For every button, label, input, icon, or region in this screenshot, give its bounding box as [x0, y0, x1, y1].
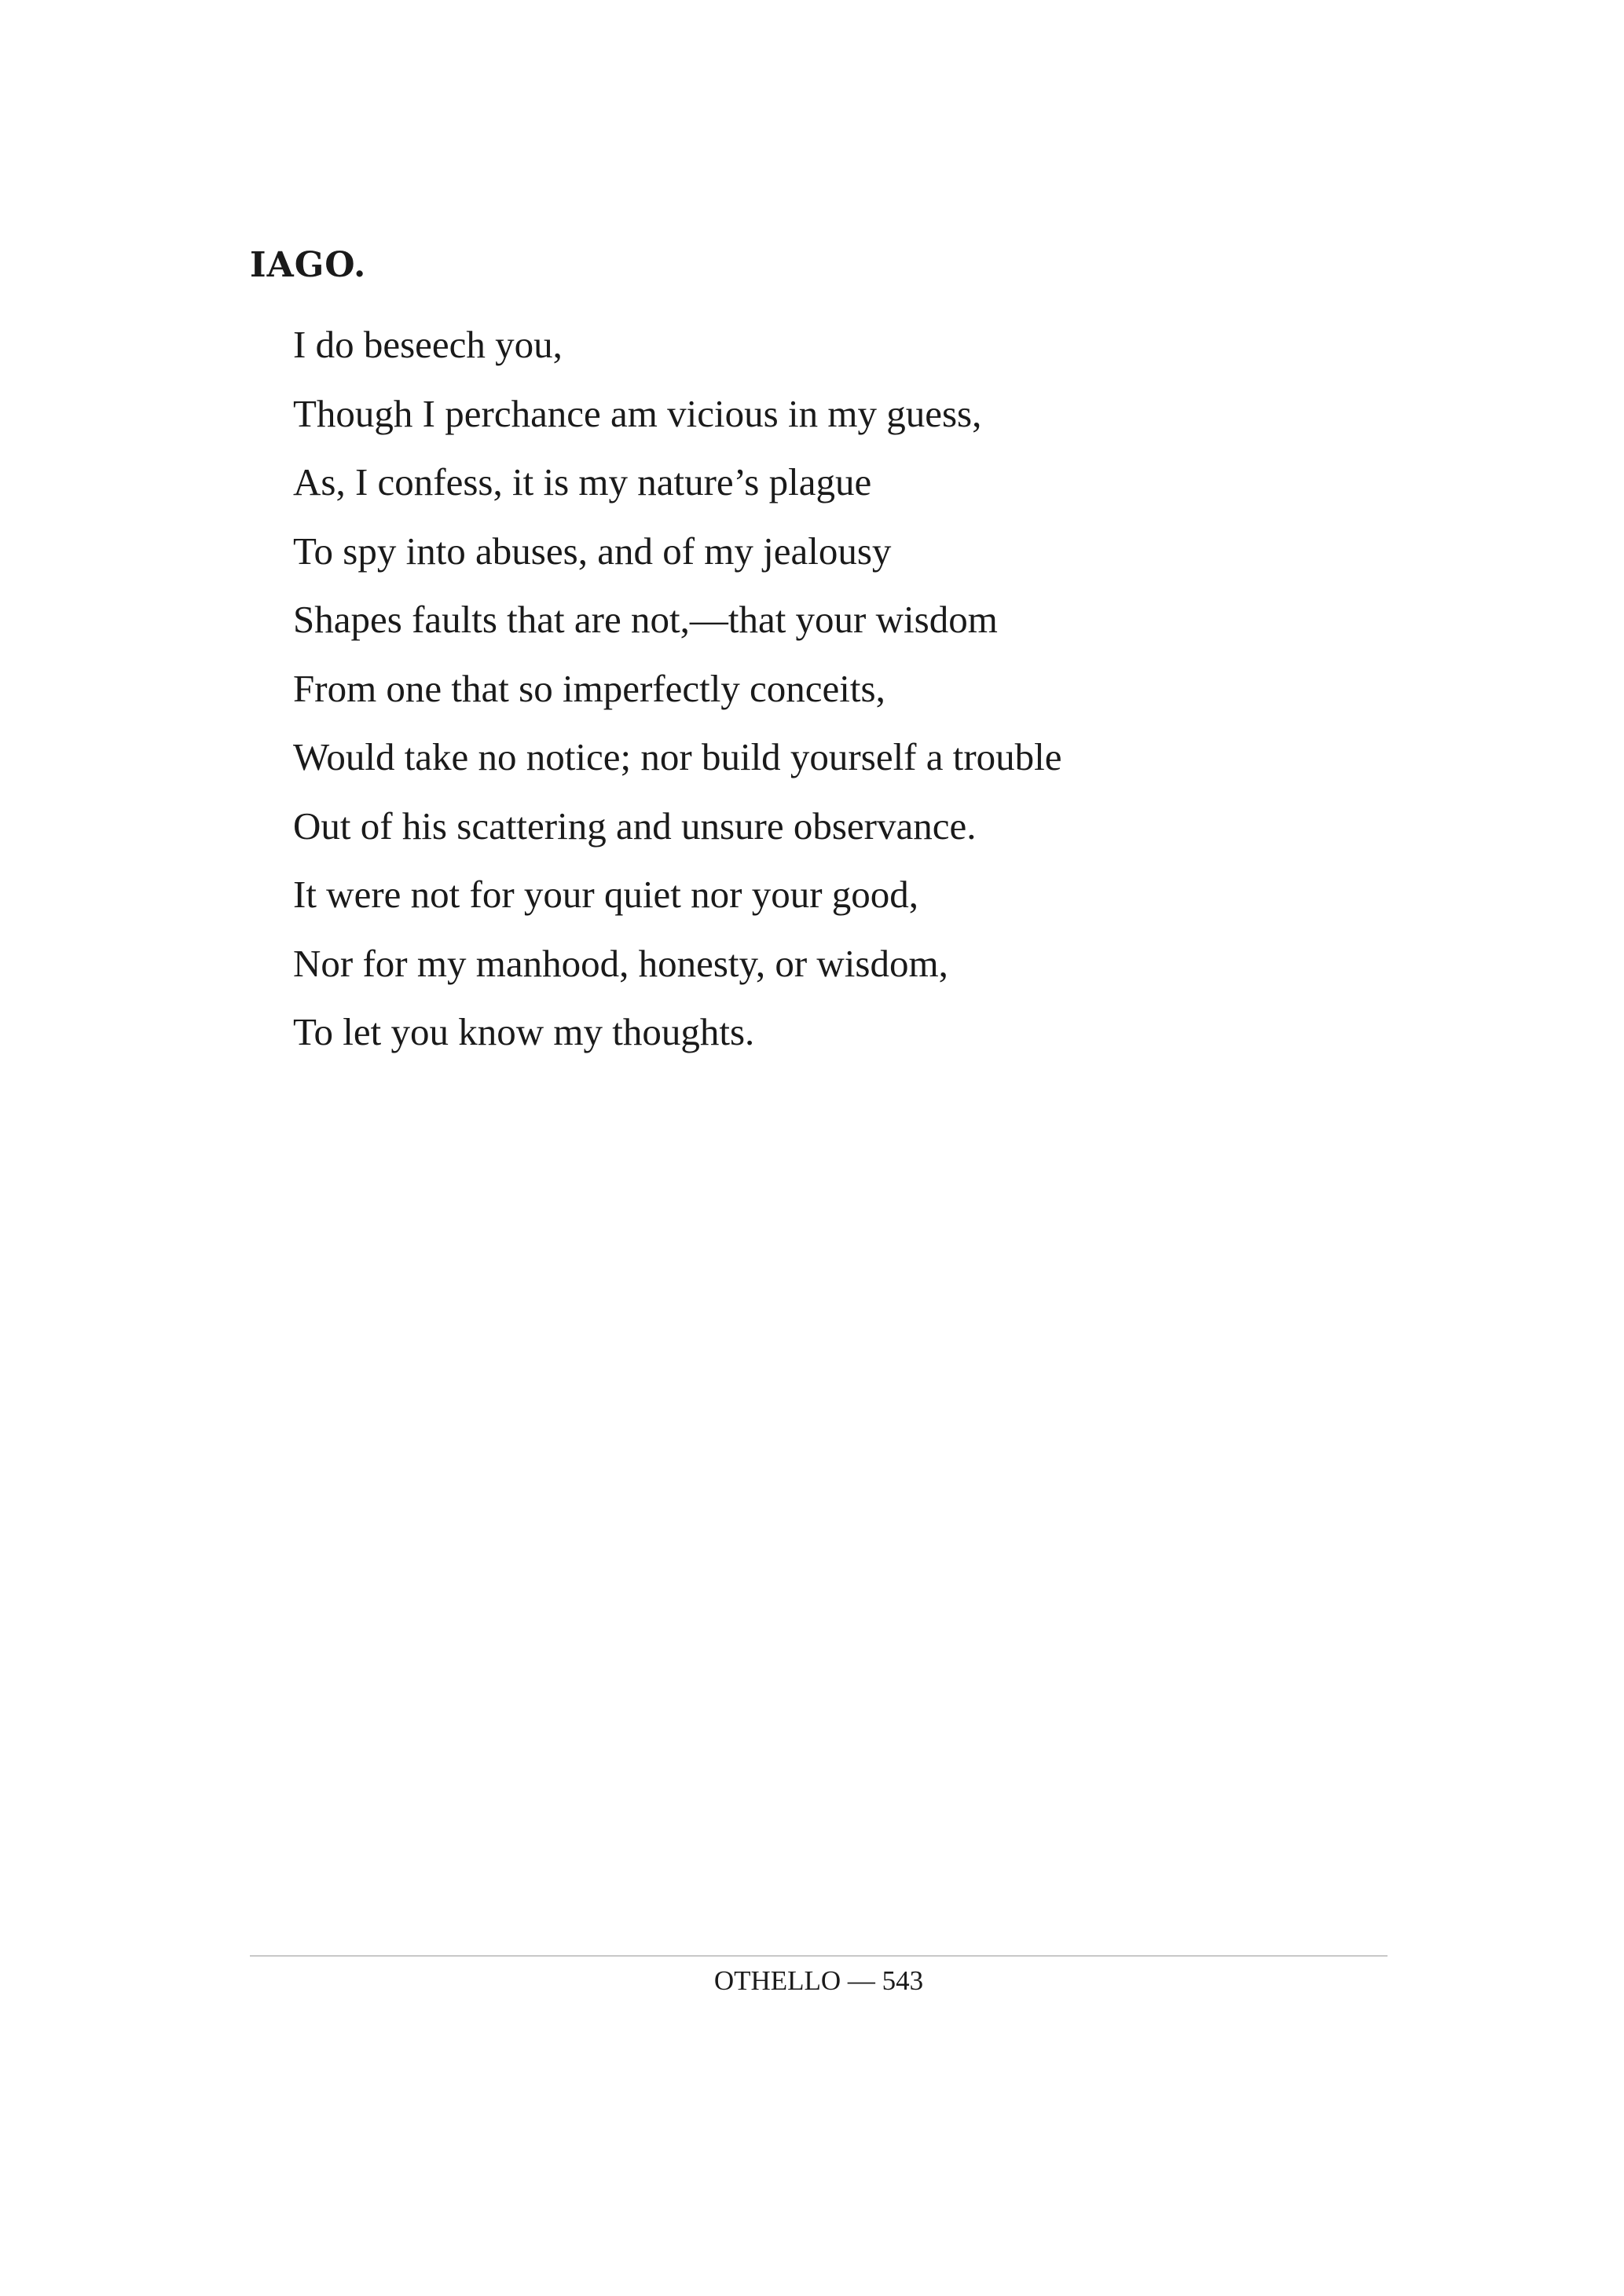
- verse-line: I do beseech you,: [293, 323, 563, 366]
- verse-line: Nor for my manhood, honesty, or wisdom,: [293, 941, 948, 985]
- verse-line: It were not for your quiet nor your good,: [293, 873, 919, 916]
- verse-line: From one that so imperfectly conceits,: [293, 666, 885, 710]
- verse-line: To spy into abuses, and of my jealousy: [293, 529, 892, 573]
- verse-line: Shapes faults that are not,—that your wisdom: [293, 598, 998, 641]
- verse-block: [293, 310, 1062, 1067]
- speaker-name: IAGO.: [250, 245, 367, 285]
- verse-line: Though I perchance am vicious in my guess,: [293, 391, 982, 435]
- footer-divider: [250, 1955, 1388, 1957]
- verse-line: To let you know my thoughts.: [293, 1010, 755, 1053]
- verse-line: Would take no notice; nor build yourself a trouble: [293, 735, 1062, 778]
- verse-line: Out of his scattering and unsure observance.: [293, 804, 977, 848]
- running-footer: OTHELLO — 543: [713, 1965, 924, 1996]
- verse-line: As, I confess, it is my nature’s plague: [293, 460, 872, 504]
